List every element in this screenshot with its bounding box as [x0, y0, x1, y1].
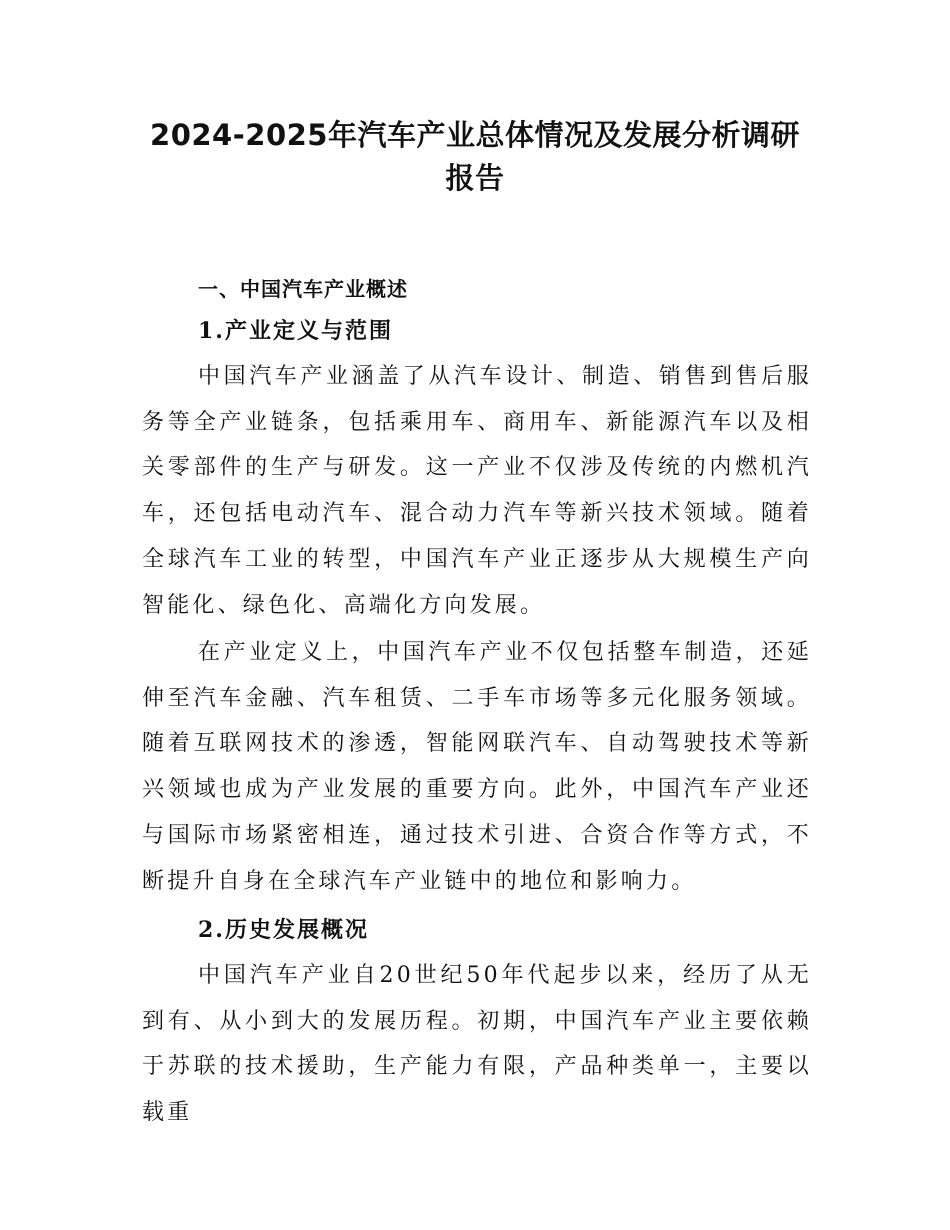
paragraph-definition-1: 中国汽车产业涵盖了从汽车设计、制造、销售到售后服务等全产业链条，包括乘用车、商用车、新能源汽车以及相关零部件的生产与研发。这一产业不仅涉及传统的内燃机汽车，还包括电动汽车、混合动力汽车等新兴技术领域。随着全球汽车工业的转型，中国汽车产业正逐步从大规模生产向智能化、绿色化、高端化方向发展。 — [142, 364, 812, 618]
subsection-heading-definition: 1.产业定义与范围 — [198, 318, 393, 344]
document-title-line-1: 2024-2025年汽车产业总体情况及发展分析调研 — [150, 118, 800, 152]
paragraph-definition-2: 在产业定义上，中国汽车产业不仅包括整车制造，还延伸至汽车金融、汽车租赁、二手车市场等多元化服务领域。随着互联网技术的渗透，智能网联汽车、自动驾驶技术等新兴领域也成为产业发展的重要方向。此外，中国汽车产业还与国际市场紧密相连，通过技术引进、合资合作等方式，不断提升自身在全球汽车产业链中的地位和影响力。 — [142, 640, 812, 894]
paragraph-history-1: 中国汽车产业自20世纪50年代起步以来，经历了从无到有、从小到大的发展历程。初期，中国汽车产业主要依赖于苏联的技术援助，生产能力有限，产品种类单一，主要以载重 — [142, 963, 812, 1126]
subsection-heading-history: 2.历史发展概况 — [198, 917, 369, 943]
section-heading-overview: 一、中国汽车产业概述 — [198, 277, 408, 301]
document-title-line-2: 报告 — [445, 161, 505, 195]
